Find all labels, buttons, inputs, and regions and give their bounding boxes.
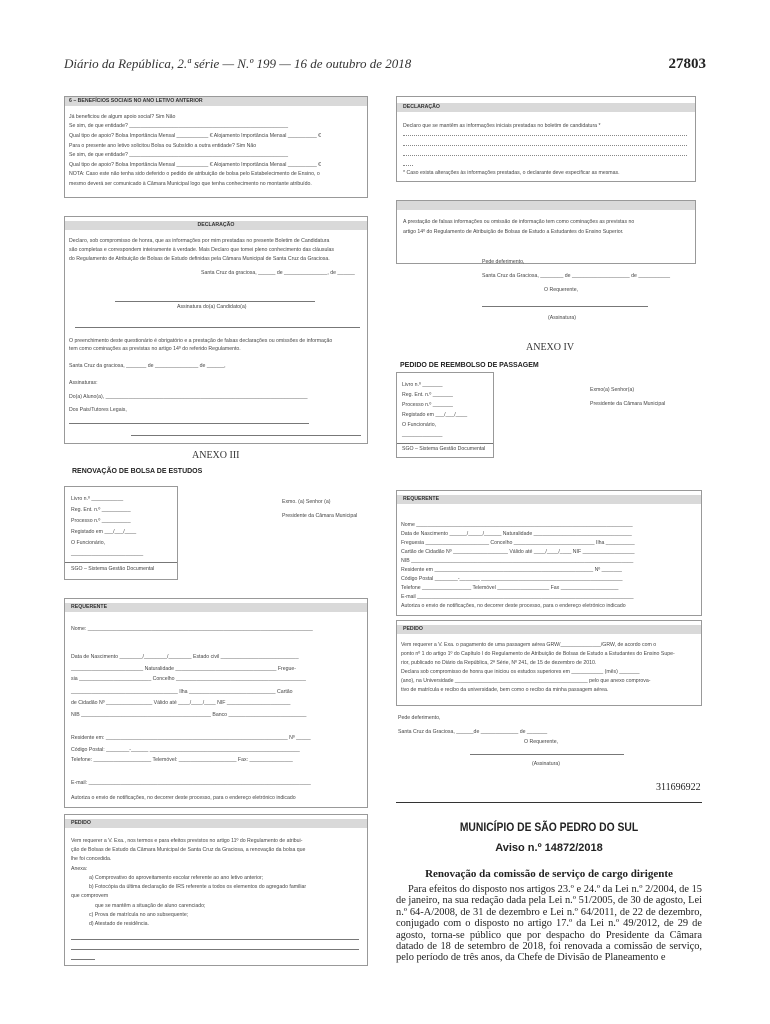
form-line: NIB _____________________________________________ Banco ___________________________ bbox=[71, 712, 307, 718]
section-header-bar bbox=[397, 103, 695, 112]
section-header-bar bbox=[65, 819, 367, 828]
place-date-line: Santa Cruz da Graciosa, ______de _____________ de _______ bbox=[398, 729, 548, 735]
text-line: A prestação de falsas informações ou omissão de informação tem como cominações as previstas no bbox=[403, 219, 635, 225]
form-line: E-mail ___________________________________________________________________________ bbox=[401, 594, 634, 600]
signature-caption: (Assinatura) bbox=[548, 315, 576, 321]
text-line: d) Atestado de residência. bbox=[89, 921, 149, 927]
section-divider bbox=[396, 802, 702, 803]
requerente-section bbox=[64, 598, 368, 808]
form-line: Código Postal: ________-______ ____________________________________________________ bbox=[71, 747, 300, 753]
registry-line: Processo n.º __________ bbox=[71, 518, 131, 524]
addressee-line: Exmo(a) Senhor(a) bbox=[590, 387, 635, 393]
section-title: REQUERENTE bbox=[403, 496, 440, 502]
form-line: Nome: ______________________________________________________________________________ bbox=[71, 626, 313, 632]
form-line: Data de Nascimento ________/________/________ Estado civil ___________________________ bbox=[71, 654, 299, 660]
text-line: Dos Pais/Tutores Legais, bbox=[69, 407, 127, 413]
anexo-iv-title: ANEXO IV bbox=[526, 342, 575, 353]
text-line: Se sim, de que entidade? _______________________________________________________ bbox=[69, 152, 288, 158]
signature-caption: (Assinatura) bbox=[532, 761, 560, 767]
registry-box bbox=[64, 486, 178, 580]
request-closing: Pede deferimento, bbox=[482, 259, 525, 265]
running-header: Diário da República, 2.ª série — N.º 199 — 16 de outubro de 2018 bbox=[64, 56, 412, 71]
text-line: ponto nº 1 do artigo 1º do Capítulo I do Regulamento de Atribuição de Bolsas de Estudo a Estudantes do Ensino Supe- bbox=[401, 651, 675, 657]
form-line: _________________________ Naturalidade ___________________________________ Fregue- bbox=[71, 666, 297, 672]
registry-line: Registado em ___/___/____ bbox=[402, 412, 468, 418]
section-title: REQUERENTE bbox=[71, 604, 108, 610]
text-line: Qual tipo de apoio? Bolsa Importância Mensal ___________ € Alojamento Importância Mensal __________ € bbox=[69, 133, 322, 139]
registry-line: Registado em ___/___/____ bbox=[71, 529, 137, 535]
signature-caption: Assinatura do(a) Candidato(a) bbox=[177, 304, 247, 310]
text-line: a) Comprovativo do aproveitamento escolar referente ao ano letivo anterior; bbox=[89, 875, 264, 881]
text-line: b) Fotocópia da última declaração de IRS referente a todos os elementos do agregado familiar bbox=[89, 884, 307, 890]
requerente-section bbox=[396, 490, 702, 616]
text-line: Do(a) Aluno(a), ______________________________________________________________________ bbox=[69, 394, 308, 400]
separator-line bbox=[75, 327, 360, 328]
text-line: O preenchimento deste questionário é obrigatório e a prestação de falsas declarações ou omissões de informação bbox=[69, 338, 333, 344]
text-line: que comprovem bbox=[71, 893, 109, 899]
signature-line bbox=[470, 754, 624, 755]
text-line: Anexa: bbox=[71, 866, 88, 872]
addressee-line: Presidente da Câmara Municipal bbox=[590, 401, 666, 407]
registry-footer: SGO – Sistema Gestão Documental bbox=[71, 566, 155, 572]
signature-line bbox=[69, 423, 309, 424]
section-title: PEDIDO bbox=[71, 820, 91, 826]
pedido-section bbox=[396, 620, 702, 706]
form-line: _____________________________________ Ilha ______________________________ Cartão bbox=[71, 689, 293, 695]
text-line: mesmo deverá ser comunicado à Câmara Municipal logo que tenha conhecimento no montante atribuído. bbox=[69, 181, 312, 187]
section-header-bar bbox=[397, 201, 695, 210]
benefits-section bbox=[64, 96, 368, 198]
form-line: Residente em _______________________________________________________ Nº _______ bbox=[401, 567, 622, 573]
requester-label: O Requerente, bbox=[544, 287, 579, 293]
form-line: Nome ___________________________________________________________________________ bbox=[401, 522, 633, 528]
registry-line: Reg. Ent. n.º __________ bbox=[71, 507, 131, 513]
text-line: Santa Cruz da graciosa, ______ de _______________, de ______ bbox=[201, 270, 355, 276]
registry-line: Livro n.º _______ bbox=[402, 382, 443, 388]
signature-line bbox=[131, 435, 361, 436]
text-line: NOTA: Caso este não tenha sido deferido o pedido de atribuição de bolsa pelo Estabelecimento de Ensino, o bbox=[69, 171, 320, 177]
signature-line bbox=[482, 306, 648, 307]
registry-line: O Funcionário, bbox=[402, 422, 437, 428]
notice-heading: Renovação da comissão de serviço de cargo dirigente bbox=[425, 868, 673, 880]
form-line: NIB _____________________________________________________________________________ bbox=[401, 558, 634, 564]
pedido-section bbox=[64, 814, 368, 966]
registry-line: Livro n.º ___________ bbox=[71, 496, 124, 502]
dotted-line bbox=[403, 145, 687, 146]
request-closing: Pede deferimento, bbox=[398, 715, 441, 721]
signature-line bbox=[115, 301, 315, 302]
section-title: 6 – BENEFÍCIOS SOCIAIS NO ANO LETIVO ANTERIOR bbox=[69, 98, 203, 104]
registry-line: Processo n.º _______ bbox=[402, 402, 453, 408]
text-line: Se sim, de que entidade? _______________________________________________________ bbox=[69, 123, 288, 129]
anexo-iii-subtitle: RENOVAÇÃO DE BOLSA DE ESTUDOS bbox=[72, 468, 203, 475]
dotted-line bbox=[403, 135, 687, 136]
text-line: (ano), na Universidade ______________________________________________ pelo que anexo comprova- bbox=[401, 678, 651, 684]
text-line: Vem requerer a V. Exa., nos termos e para efeitos previstos no artigo 11º do Regulamento de atribui- bbox=[71, 838, 303, 844]
right-declaration-section bbox=[396, 96, 696, 182]
municipality-title: MUNICÍPIO DE SÃO PEDRO DO SUL bbox=[459, 820, 639, 834]
text-line: Declaro, sob compromisso de honra, que as informações por mim prestadas no presente Boletim de Candidatura bbox=[69, 238, 330, 244]
registry-line: ______________ bbox=[402, 432, 443, 438]
section-title: DECLARAÇÃO bbox=[403, 104, 440, 110]
form-line-rule bbox=[71, 959, 95, 960]
form-line: Autoriza o envio de notificações, no decorrer deste processo, para o endereço eletrónico indicado bbox=[401, 603, 626, 609]
form-line: Residente em: _______________________________________________________________ Nº _____ bbox=[71, 735, 311, 741]
text-line: são completas e correspondem inteiramente à verdade. Mais Declaro que tomei pleno conhecimento das cláusulas bbox=[69, 247, 334, 253]
place-date-line: Santa Cruz da Graciosa, ________ de ____________________ de ___________ bbox=[482, 273, 671, 279]
anexo-iii-title: ANEXO III bbox=[192, 450, 240, 461]
dotted-line bbox=[403, 155, 687, 156]
text-line: tem como cominações as previstas no artigo 14º do referido Regulamento. bbox=[69, 346, 241, 352]
text-line: do Regulamento de Atribuição de Bolsas de Estudo definidas pela Câmara Municipal de Santa Cruz da Graciosa. bbox=[69, 256, 330, 262]
registry-line: O Funcionário, bbox=[71, 540, 106, 546]
text-line: artigo 14º do Regulamento de Atribuição de Bolsas de Estudo a Estudantes do Ensino Superior. bbox=[403, 229, 624, 235]
form-line: de Cidadão Nº ________________ Válido até ____/____/____ NIF ______________________ bbox=[71, 700, 291, 706]
addressee-line: Presidente da Câmara Municipal bbox=[282, 513, 358, 519]
separator-line bbox=[65, 562, 177, 563]
form-line: Telefone: ____________________ Telemóvel: ____________________ Fax: _______________ bbox=[71, 757, 293, 763]
text-line: Já beneficiou de algum apoio social? Sim Não bbox=[69, 114, 176, 120]
form-line: Data de Nascimento ______/_____/______ Naturalidade __________________________________ bbox=[401, 531, 632, 537]
text-line: lhe foi concedida. bbox=[71, 856, 112, 862]
form-line: Telefone _________________ Telemóvel __________________ Fax ____________________ bbox=[401, 585, 619, 591]
footnote: * Caso exista alterações às informações prestadas, o declarante deve especificar as mesmas. bbox=[403, 170, 620, 176]
requester-label: O Requerente, bbox=[524, 739, 559, 745]
declaration-section bbox=[64, 216, 368, 444]
addressee-line: Exmo. (a) Senhor (a) bbox=[282, 499, 331, 505]
registry-line: _________________________ bbox=[71, 551, 144, 557]
form-line-rule bbox=[71, 949, 359, 950]
form-line: sia _________________________ Concelho _____________________________________________ bbox=[71, 676, 306, 682]
document-code: 311696922 bbox=[656, 782, 701, 793]
form-line-rule bbox=[71, 939, 359, 940]
registry-footer: SGO – Sistema Gestão Documental bbox=[402, 446, 486, 452]
section-header-bar bbox=[397, 495, 701, 504]
text-line: Declaro que se mantêm as informações iniciais prestadas no boletim de candidatura * bbox=[403, 123, 601, 129]
form-line: E-mail: _____________________________________________________________________________ bbox=[71, 780, 311, 786]
text-line: c) Prova de matrícula no ano subsequente; bbox=[89, 912, 189, 918]
text-line: que se mantêm a situação de aluno carenciado; bbox=[95, 903, 206, 909]
separator-line bbox=[397, 443, 493, 444]
notice-body: Para efeitos do disposto nos artigos 23.º e 24.º da Lei n.º 2/2004, de 15 de janeiro, na sua redação dada pela Lei n.º 51/2005, de 30 de agosto, Lei n.º 64-A/2008, de 31 de dezembro e Lei n.º 64/2011, de 22 de dezembro, conjugado com o disposto no artigo 17.º da Lei n.º 49/2012, de 29 de agosto, torna-se público que por despacho do Presidente da Câmara datado de 18 de setembro de 2018, foi renovada a comissão de serviço, pelo período de três anos, da Chefe de Divisão de Planeamento e bbox=[396, 884, 702, 964]
section-title: PEDIDO bbox=[403, 626, 423, 632]
section-header-bar bbox=[65, 603, 367, 612]
form-line: Cartão de Cidadão Nº ___________________ Válido até ____/____/____ NIF __________________ bbox=[401, 549, 635, 555]
text-line: Qual tipo de apoio? Bolsa Importância Mensal ___________ € Alojamento Importância Mensal __________ € bbox=[69, 162, 322, 168]
text-line: Declara sob compromisso de honra que iniciou os estudos superiores em ___________ (mês) _______ bbox=[401, 669, 640, 675]
text-line: ção de Bolsas de Estudo da Câmara Municipal de Santa Cruz da Graciosa, a renovação da bolsa que bbox=[71, 847, 306, 853]
text-line: Assinaturas: bbox=[69, 380, 98, 386]
page-number: 27803 bbox=[668, 56, 706, 72]
text-line: Para o presente ano letivo solicitou Bolsa ou Subsídio a outra entidade? Sim Não bbox=[69, 143, 257, 149]
notice-number: Aviso n.º 14872/2018 bbox=[495, 842, 603, 854]
text-line: rior, publicado no Diário da República, 2ª Série, Nº 241, de 15 de dezembro de 2010. bbox=[401, 660, 597, 666]
registry-line: Reg. Ent. n.º _______ bbox=[402, 392, 453, 398]
dotted-line bbox=[403, 165, 413, 166]
form-line: Código Postal ________-_______ _________________________________________________ bbox=[401, 576, 623, 582]
section-title: DECLARAÇÃO bbox=[197, 222, 235, 228]
form-line: Autoriza o envio de notificações, no decorrer deste processo, para o endereço eletrónico indicado bbox=[71, 795, 296, 801]
registry-box bbox=[396, 372, 494, 458]
text-line: Vem requerer a V. Exa. o pagamento de uma passagem aérea GRW/______________/GRW, de acordo com o bbox=[401, 642, 657, 648]
text-line: tivo de matrícula e recibo da universidade, bem como o recibo da minha passagem aérea. bbox=[401, 687, 609, 693]
text-line: Santa Cruz da graciosa, _______ de _______________ de ______, bbox=[69, 363, 226, 369]
warning-box bbox=[396, 200, 696, 264]
anexo-iv-subtitle: PEDIDO DE REEMBOLSO DE PASSAGEM bbox=[400, 362, 539, 369]
form-line: Freguesia ______________________ Concelho ____________________________ Ilha __________ bbox=[401, 540, 635, 546]
section-header-bar bbox=[397, 625, 701, 634]
